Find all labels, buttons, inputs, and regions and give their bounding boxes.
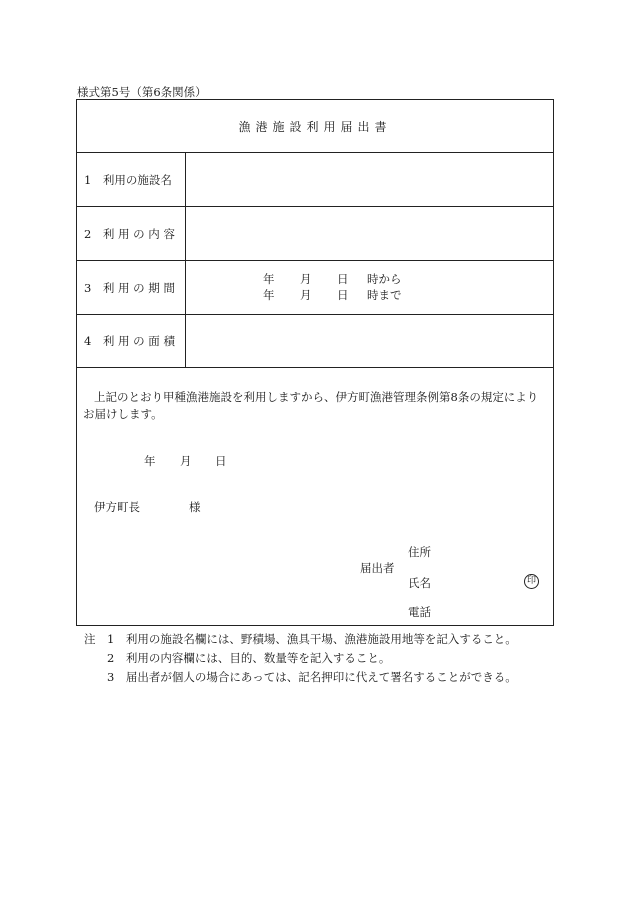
divider (77, 206, 553, 207)
content-field[interactable] (187, 208, 553, 259)
seal-icon: 印 (524, 574, 539, 589)
row-label-content: 2 利 用 の 内 容 (84, 227, 175, 241)
note-item: 3 届出者が個人の場合にあっては、記名押印に代えて署名することができる。 (84, 670, 517, 684)
note-item: 2 利用の内容欄には、目的、数量等を記入すること。 (84, 651, 391, 665)
period-end[interactable]: 年 月 日 時まで (263, 288, 402, 302)
applicant-label: 届出者 (360, 561, 395, 575)
divider (77, 314, 553, 315)
statement-line-2: お届けします。 (83, 407, 163, 421)
row-label-area: 4 利 用 の 面 積 (84, 334, 175, 348)
divider (77, 152, 553, 153)
addressee-honorific: 様 (189, 500, 201, 514)
phone-label: 電話 (408, 605, 431, 619)
area-field[interactable] (187, 316, 553, 366)
column-divider (185, 152, 186, 367)
addressee-name: 伊方町長 (94, 500, 140, 514)
divider (77, 367, 553, 368)
facility-field[interactable] (187, 154, 553, 205)
form-table (76, 99, 554, 626)
submission-date[interactable]: 年 月 日 (144, 454, 227, 468)
statement-line-1: 上記のとおり甲種漁港施設を利用しますから、伊方町漁港管理条例第8条の規定により (94, 390, 539, 404)
row-label-period: 3 利 用 の 期 間 (84, 281, 175, 295)
address-label: 住所 (408, 545, 431, 559)
row-label-facility: 1 利用の施設名 (84, 173, 172, 187)
form-number: 様式第5号（第6条関係） (77, 85, 207, 99)
divider (77, 260, 553, 261)
name-label: 氏名 (408, 576, 431, 590)
form-title: 漁港施設利用届出書 (238, 120, 392, 134)
period-start[interactable]: 年 月 日 時から (263, 272, 402, 286)
note-item: 注 1 利用の施設名欄には、野積場、漁具干場、漁港施設用地等を記入すること。 (84, 632, 517, 646)
